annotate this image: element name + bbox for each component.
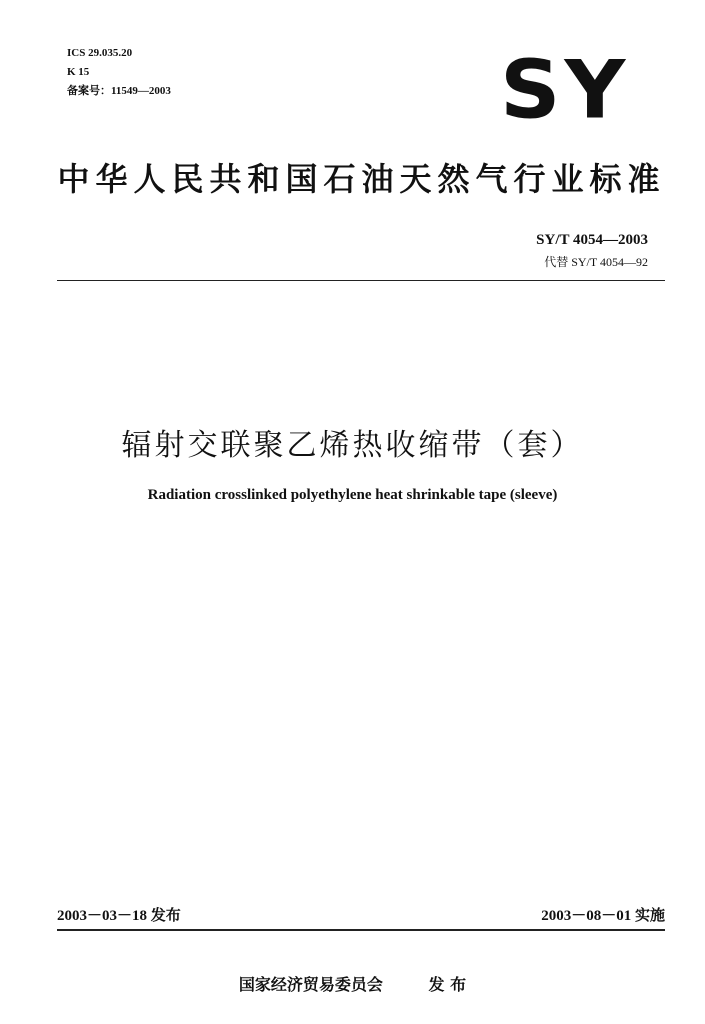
- issuing-authority: 国家经济贸易委员会: [238, 975, 383, 994]
- bottom-divider: [57, 929, 665, 931]
- document-title-chinese: 辐射交联聚乙烯热收缩带（套）: [121, 428, 584, 463]
- top-divider: [57, 280, 665, 281]
- industry-standard-title: 中华人民共和国石油天然气行业标准: [57, 160, 666, 198]
- effective-date: 2003－08－01 实施: [541, 908, 665, 924]
- classification-code: K 15: [67, 66, 90, 78]
- document-title-english: Radiation crosslinked polyethylene heat shrinkable tape (sleeve): [147, 487, 558, 503]
- replaces-standard: 代替 SY/T 4054—92: [544, 255, 648, 269]
- ics-code: ICS 29.035.20: [67, 47, 133, 59]
- publish-label: 发 布: [428, 975, 467, 994]
- issuer-block: [0, 972, 705, 995]
- standard-number: SY/T 4054—2003: [536, 232, 648, 248]
- sy-logo: SY: [500, 43, 630, 137]
- issue-date: 2003－03－18 发布: [57, 908, 181, 924]
- filing-number: 备案号：11549—2003: [67, 85, 171, 97]
